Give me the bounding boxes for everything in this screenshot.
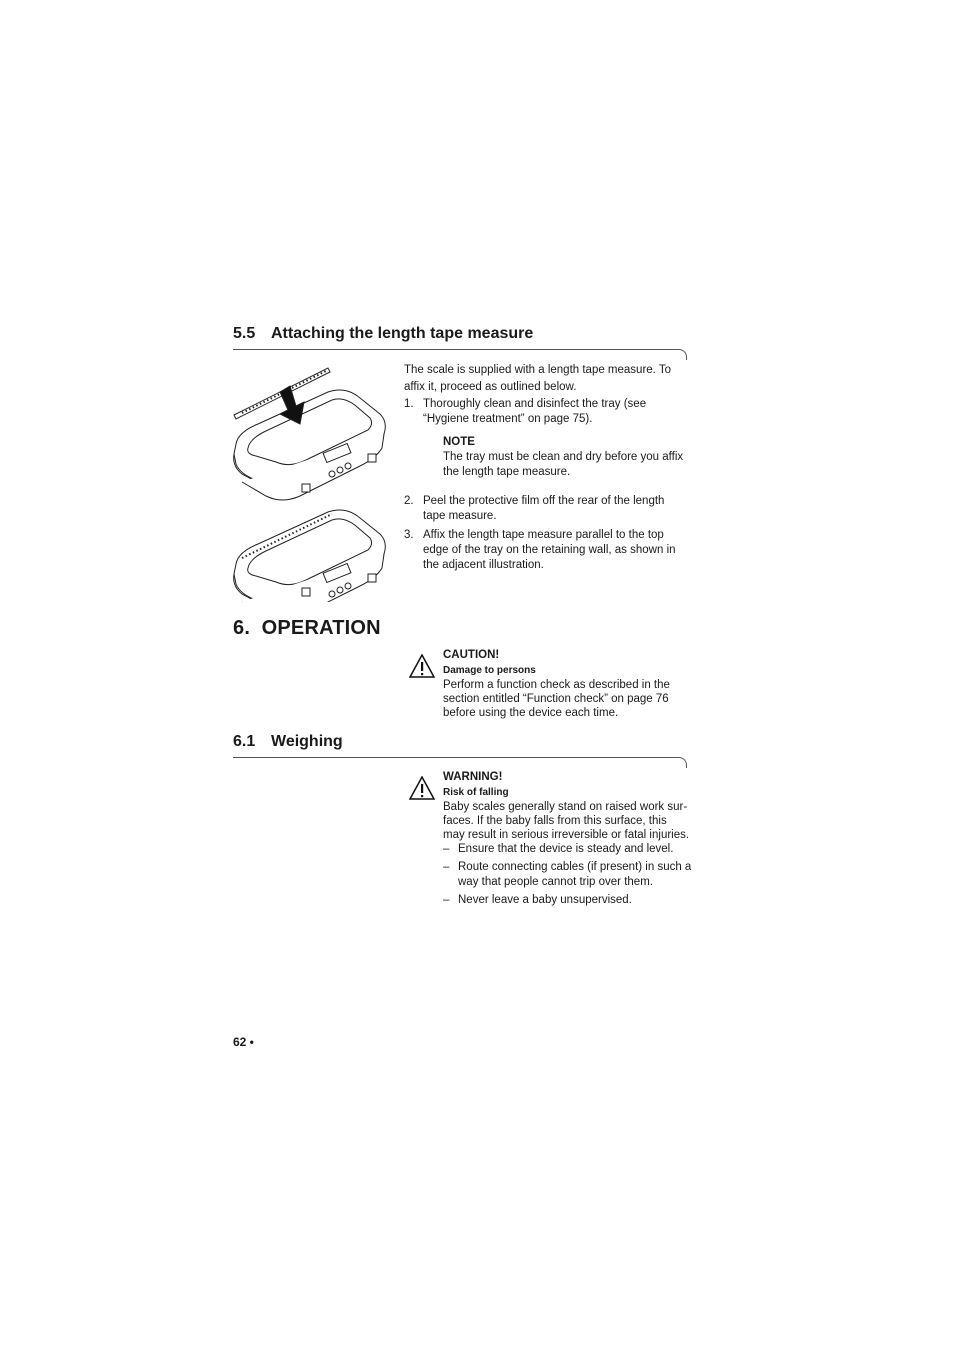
list-item (404, 528, 694, 573)
list-text: the adjacent illustration. (423, 559, 544, 571)
dash-marker: – (443, 861, 450, 873)
warning-title: WARNING! (443, 771, 503, 783)
warning-box (443, 770, 698, 843)
section-title: Weighing (271, 733, 343, 750)
list-text: Affix the length tape measure parallel to the top (423, 529, 664, 541)
section-heading-6-1 (233, 733, 343, 751)
dash-list-item (443, 842, 698, 857)
dash-marker: – (443, 894, 450, 906)
note-line: The tray must be clean and dry before you affix (443, 451, 684, 463)
dash-text: Never leave a baby unsupervised. (458, 894, 632, 906)
warning-line: faces. If the baby falls from this surface, this (443, 815, 667, 827)
caution-title: CAUTION! (443, 649, 500, 661)
warning-triangle-icon (409, 776, 435, 800)
section-heading-5-5 (233, 325, 533, 343)
list-number: 2. (404, 495, 414, 507)
caution-line: Perform a function check as described in the (443, 679, 670, 691)
note-line: the length tape measure. (443, 466, 571, 478)
list-number: 3. (404, 529, 414, 541)
list-text: edge of the tray on the retaining wall, as shown in (423, 544, 676, 556)
section-number: 5.5 (233, 325, 256, 342)
section-rule (233, 349, 687, 360)
list-number: 1. (404, 398, 414, 410)
caution-subtitle: Damage to persons (443, 665, 536, 676)
list-text: Peel the protective film off the rear of the length (423, 495, 665, 507)
intro-line: The scale is supplied with a length tape measure. To (404, 364, 671, 376)
intro-line: affix it, proceed as outlined below. (404, 381, 577, 393)
note-box (443, 435, 693, 480)
dash-text: Ensure that the device is steady and level. (458, 843, 674, 855)
tape-measure-illustration (228, 362, 394, 602)
chapter-title: OPERATION (261, 617, 381, 639)
section-title: Attaching the length tape measure (271, 325, 534, 342)
dash-text: way that people cannot trip over them. (458, 876, 653, 888)
list-text: Thoroughly clean and disinfect the tray (see (423, 398, 647, 410)
warning-line: Baby scales generally stand on raised work sur- (443, 801, 688, 813)
chapter-heading-6 (233, 617, 381, 640)
caution-box (443, 648, 693, 721)
note-title: NOTE (443, 436, 475, 448)
list-item (404, 494, 694, 524)
warning-line: may result in serious irreversible or fatal injuries. (443, 829, 690, 841)
dash-text: Route connecting cables (if present) in such a (458, 861, 692, 873)
intro-text (404, 363, 694, 395)
warning-subtitle: Risk of falling (443, 787, 509, 798)
chapter-number: 6. (233, 617, 251, 639)
section-number: 6.1 (233, 733, 256, 750)
list-item (404, 397, 694, 427)
dash-list-item (443, 893, 698, 908)
section-rule (233, 757, 687, 768)
caution-line: section entitled “Function check” on page 76 (443, 693, 669, 705)
list-text: “Hygiene treatment” on page 75). (423, 413, 593, 425)
dash-marker: – (443, 843, 450, 855)
page-number: 62 • (233, 1035, 254, 1049)
warning-triangle-icon (409, 654, 435, 678)
list-text: tape measure. (423, 510, 497, 522)
caution-line: before using the device each time. (443, 707, 619, 719)
dash-list-item (443, 860, 698, 890)
